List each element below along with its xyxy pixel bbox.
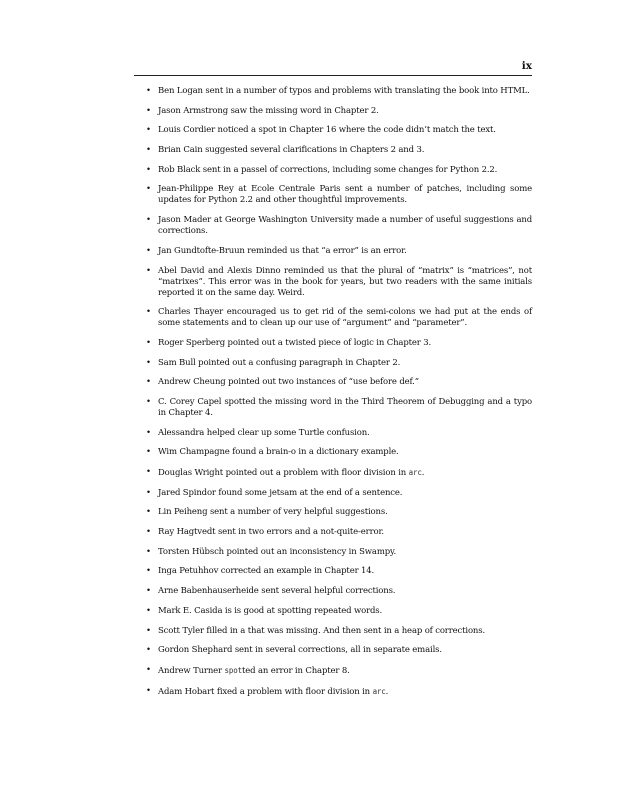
- item-text: Rob Black sent in a passel of corrections, including some changes for Python 2.2.: [158, 164, 498, 175]
- bullet-icon: •: [146, 507, 151, 518]
- item-text: Torsten Hübsch pointed out an inconsistency in Swampy.: [158, 546, 397, 557]
- bullet-icon: •: [146, 427, 151, 438]
- item-text: Jason Armstrong saw the missing word in Chapter 2.: [158, 105, 379, 116]
- item-text: Mark E. Casida is is good at spotting repeated words.: [158, 605, 383, 616]
- item-text: Scott Tyler filled in a that was missing. And then sent in a heap of corrections.: [158, 625, 485, 636]
- bullet-icon: •: [146, 645, 151, 656]
- bullet-icon: •: [146, 145, 151, 156]
- item-text: Louis Cordier noticed a spot in Chapter 16 where the code didn’t match the text.: [158, 125, 496, 136]
- bullet-icon: •: [146, 337, 151, 348]
- list-item: [146, 606, 532, 617]
- inline-code: arc: [408, 468, 422, 477]
- bullet-icon: •: [146, 685, 151, 696]
- bullet-icon: •: [146, 527, 151, 538]
- list-item: [146, 246, 532, 257]
- list-item: [146, 488, 532, 499]
- item-text: Douglas Wright pointed out a problem with floor division in: [158, 468, 409, 478]
- list-item: [146, 665, 532, 677]
- list-item: [146, 184, 532, 206]
- list-item: [146, 547, 532, 558]
- item-text: C. Corey Capel spotted the missing word in the Third Theorem of Debugging and a typo in Chapter 4.: [158, 396, 532, 418]
- item-text: Roger Sperberg pointed out a twisted piece of logic in Chapter 3.: [158, 337, 432, 348]
- item-text: Gordon Shephard sent in several corrections, all in separate emails.: [158, 645, 442, 656]
- bullet-icon: •: [146, 625, 151, 636]
- item-text: Jared Spindor found some jetsam at the end of a sentence.: [158, 487, 403, 498]
- list-item: [146, 125, 532, 136]
- bullet-icon: •: [146, 164, 151, 175]
- list-item: [146, 397, 532, 419]
- bullet-icon: •: [146, 487, 151, 498]
- inline-code: arc: [372, 686, 386, 696]
- bullet-icon: •: [146, 605, 151, 616]
- bullet-icon: •: [146, 396, 151, 407]
- bullet-icon: •: [146, 307, 151, 318]
- bullet-icon: •: [146, 664, 151, 675]
- bullet-icon: •: [146, 467, 151, 477]
- bullet-icon: •: [146, 125, 151, 136]
- item-text: Jean-Philippe Rey at Ecole Centrale Paris sent a number of patches, including some updates for Python 2.2 and other thoughtful improvements.: [158, 184, 532, 206]
- list-item: [146, 586, 532, 597]
- bullet-icon: •: [146, 86, 151, 96]
- bullet-icon: •: [146, 566, 151, 577]
- list-item: [146, 106, 532, 117]
- item-text: ted an error in Chapter 8.: [241, 665, 350, 676]
- list-item: [146, 215, 532, 237]
- bullet-icon: •: [146, 447, 151, 458]
- list-item: [146, 377, 532, 388]
- inline-code: spot: [224, 665, 242, 675]
- item-text: Jan Gundtofte-Bruun reminded us that “a error” is an error.: [158, 245, 407, 256]
- bullet-icon: •: [146, 357, 151, 368]
- list-item: [146, 447, 532, 458]
- item-text: Wim Champagne found a brain-o in a dictionary example.: [158, 447, 399, 458]
- acknowledgments-list: [146, 86, 532, 706]
- list-item: [146, 467, 532, 479]
- list-item: [146, 428, 532, 439]
- item-text: Ray Hagtvedt sent in two errors and a not-quite-error.: [158, 527, 384, 538]
- list-item: [146, 645, 532, 656]
- item-text: .: [385, 686, 389, 697]
- item-text: Alessandra helped clear up some Turtle confusion.: [158, 427, 370, 438]
- page-number: ix: [521, 60, 532, 72]
- bullet-icon: •: [146, 265, 151, 276]
- list-item: [146, 566, 532, 577]
- item-text: Inga Petuhhov corrected an example in Chapter 14.: [158, 566, 375, 577]
- list-item: [146, 527, 532, 538]
- list-item: [146, 145, 532, 156]
- bullet-icon: •: [146, 546, 151, 557]
- item-text: Andrew Turner: [158, 665, 225, 676]
- list-item: [146, 307, 532, 329]
- item-text: Brian Cain suggested several clarifications in Chapters 2 and 3.: [158, 145, 425, 156]
- item-text: Andrew Cheung pointed out two instances of “use before def.”: [158, 377, 419, 388]
- item-text: Adam Hobart fixed a problem with floor division in: [158, 686, 373, 697]
- bullet-icon: •: [146, 245, 151, 256]
- bullet-icon: •: [146, 377, 151, 388]
- bullet-icon: •: [146, 215, 151, 226]
- item-text: Ben Logan sent in a number of typos and problems with translating the book into HTML.: [158, 86, 530, 96]
- list-item: [146, 507, 532, 518]
- list-item: [146, 358, 532, 369]
- list-item: [146, 165, 532, 176]
- running-header: [134, 60, 532, 76]
- item-text: Charles Thayer encouraged us to get rid of the semi-colons we had put at the ends of some statements and to clean up our use of “argument” and “parameter”.: [158, 307, 532, 329]
- bullet-icon: •: [146, 105, 151, 116]
- list-item: [146, 338, 532, 349]
- item-text: .: [421, 468, 425, 478]
- bullet-icon: •: [146, 184, 151, 195]
- list-item: [146, 266, 532, 299]
- item-text: Abel David and Alexis Dinno reminded us that the plural of “matrix” is “matrices”, not “matrixes”. This error was in the book for years, but two readers with the same initials reported it on the same day. Weird.: [158, 265, 532, 298]
- item-text: Sam Bull pointed out a confusing paragraph in Chapter 2.: [158, 357, 401, 368]
- list-item: [146, 686, 532, 698]
- bullet-icon: •: [146, 586, 151, 597]
- item-text: Jason Mader at George Washington University made a number of useful suggestions and corrections.: [158, 215, 532, 237]
- list-item: [146, 86, 532, 97]
- item-text: Lin Peiheng sent a number of very helpful suggestions.: [158, 507, 388, 518]
- list-item: [146, 626, 532, 637]
- item-text: Arne Babenhauserheide sent several helpful corrections.: [158, 586, 396, 597]
